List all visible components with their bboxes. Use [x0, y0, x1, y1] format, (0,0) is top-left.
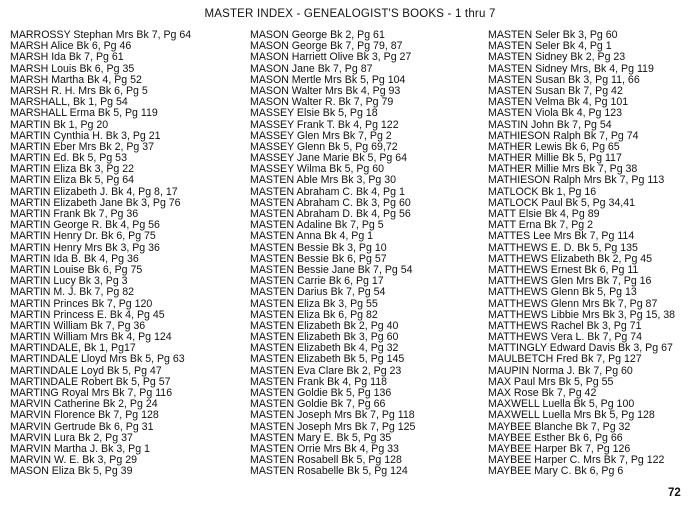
index-entry: MARTIN Ed. Bk 5, Pg 53	[10, 153, 127, 165]
index-entry: MATTHEWS Elizabeth Bk 2, Pg 45	[488, 253, 653, 265]
index-entry: MASTIN John Bk 7, Pg 54	[488, 119, 612, 131]
index-entry: MASON Eliza Bk 5, Pg 39	[10, 466, 133, 478]
index-entry: MASTEN Elizabeth Bk 3, Pg 60	[250, 332, 399, 344]
page-title: MASTER INDEX - GENEALOGIST'S BOOKS - 1 thru 7	[204, 8, 496, 20]
index-entry: MARVIN Lura Bk 2, Pg 37	[10, 432, 133, 444]
index-entry: MATTHEWS E. D. Bk 5, Pg 135	[488, 242, 638, 254]
index-entry: MASTEN Mary E. Bk 5, Pg 35	[250, 432, 392, 444]
index-entry: MARSH Alice Bk 6, Pg 46	[10, 41, 132, 53]
index-entry: MARTIN Eber Mrs Bk 2, Pg 37	[10, 141, 155, 153]
index-entry: MASON Harriett Olive Bk 3, Pg 27	[250, 52, 412, 64]
index-entry: MARTIN Louise Bk 6, Pg 75	[10, 264, 143, 276]
index-entry: MASSEY Glen Mrs Bk 7, Pg 2	[250, 130, 392, 142]
index-entry: MARSH Ida Bk 7, Pg 61	[10, 52, 124, 64]
index-entry: MATTHEWS Glenn Mrs Bk 7, Pg 87	[488, 298, 658, 310]
index-entry: MATTHEWS Rachel Bk 3, Pg 71	[488, 320, 642, 332]
index-entry: MARVIN Florence Bk 7, Pg 128	[10, 410, 159, 422]
index-entry: MATTHEWS Glenn Bk 5, Pg 13	[488, 287, 637, 299]
index-entry: MARVIN Martha J. Bk 3, Pg 1	[10, 443, 150, 455]
index-entry: MASON George Bk 2, Pg 61	[250, 30, 385, 41]
index-entry: MATHER Lewis Bk 6, Pg 65	[488, 141, 620, 153]
index-entry: MAXWELL Luella Bk 5, Pg 100	[488, 399, 635, 411]
index-entry: MASTEN Goldie Bk 7, Pg 66	[250, 399, 386, 411]
index-entry: MARTINDALE Robert Bk 5, Pg 57	[10, 376, 171, 388]
index-entry: MASTEN Anna Bk 4, Pg 1	[250, 231, 374, 243]
index-entry: MATTHEWS Glen Mrs Bk 7, Pg 16	[488, 276, 652, 288]
index-entry: MASTEN Rosabelle Bk 5, Pg 124	[250, 466, 408, 478]
index-entry: MARTIN Eliza Bk 5, Pg 64	[10, 175, 135, 187]
index-entry: MAX Rose Bk 7, Pg 42	[488, 388, 597, 399]
index-entry: MATT Elsie Bk 4, Pg 89	[488, 209, 600, 220]
index-entry: MASTEN Eva Clare Bk 2, Pg 23	[250, 365, 402, 377]
index-entry: MATTHEWS Libbie Mrs Bk 3, Pg 15, 38	[488, 309, 676, 321]
index-entry: MASTEN Abraham C. Bk 3, Pg 60	[250, 197, 411, 209]
index-entry: MASTEN Darius Bk 7, Pg 54	[250, 287, 386, 299]
index-entry: MARTIN Bk 1, Pg 20	[10, 119, 109, 131]
index-entry: MARTIN Elizabeth Jane Bk 3, Pg 76	[10, 197, 181, 209]
index-column-2	[250, 30, 490, 478]
index-entry: MASTEN Velma Bk 4, Pg 101	[488, 97, 629, 109]
index-columns	[0, 30, 700, 478]
index-entry: MAX Paul Mrs Bk 5, Pg 55	[488, 376, 614, 388]
index-entry: MASTEN Susan Bk 7, Pg 42	[488, 85, 623, 97]
index-entry: MASSEY Frank T. Bk 4, Pg 122	[250, 119, 399, 131]
index-entry: MASTEN Susan Bk 3, Pg 11, 66	[488, 74, 640, 86]
index-entry: MARTIN Cynthia H. Bk 3, Pg 21	[10, 130, 161, 142]
index-entry: MASTEN Sidney Mrs, Bk 4, Pg 119	[488, 63, 654, 75]
index-entry: MAYBEE Blanche Bk 7, Pg 32	[488, 421, 631, 433]
index-entry: MAYBEE Harper Bk 7, Pg 126	[488, 443, 631, 455]
index-entry: MATHER Millie Bk 5, Pg 117	[488, 153, 622, 165]
index-entry: MARTINDALE, Bk 1, Pg17	[10, 343, 136, 355]
index-column-3	[488, 30, 700, 478]
index-entry: MATLOCK Paul Bk 5, Pg 34,41	[488, 197, 636, 209]
index-entry: MARTIN Princes Bk 7, Pg 120	[10, 298, 153, 310]
index-entry: MASTEN Seler Bk 4, Pg 1	[488, 41, 612, 53]
index-entry: MASTEN Joseph Mrs Bk 7, Pg 125	[250, 421, 416, 433]
index-entry: MATTES Lee Mrs Bk 7, Pg 114	[488, 231, 635, 243]
index-entry: MASTEN Able Mrs Bk 3, Pg 30	[250, 175, 397, 187]
index-entry: MARTIN William Bk 7, Pg 36	[10, 320, 146, 332]
index-entry: MASSEY Elsie Bk 5, Pg 18	[250, 108, 378, 120]
index-entry: MATT Erna Bk 7, Pg 2	[488, 220, 593, 232]
index-entry: MASTEN Carrie Bk 6, Pg 17	[250, 276, 384, 288]
index-entry: MASTEN Abraham D. Bk 4, Pg 56	[250, 209, 411, 220]
index-entry: MASTEN Sidney Bk 2, Pg 23	[488, 52, 626, 64]
index-entry: MASTEN Elizabeth Bk 4, Pg 32	[250, 343, 399, 355]
index-entry: MARTIN Henry Mrs Bk 3, Pg 36	[10, 242, 160, 254]
index-entry: MAXWELL Luella Mrs Bk 5, Pg 128	[488, 410, 655, 422]
page-number: 72	[668, 487, 681, 499]
index-entry: MATLOCK Bk 1, Pg 16	[488, 186, 597, 198]
index-entry: MARSHALL Erma Bk 5, Pg 119	[10, 108, 158, 120]
index-entry: MAULBETCH Fred Bk 7, Pg 127	[488, 354, 642, 366]
index-entry: MASTEN Eliza Bk 3, Pg 55	[250, 298, 378, 310]
index-entry: MARSHALL, Bk 1, Pg 54	[10, 97, 128, 109]
index-entry: MASTEN Abraham C. Bk 4, Pg 1	[250, 186, 405, 198]
index-entry: MASTEN Adaline Bk 7, Pg 5	[250, 220, 384, 232]
index-entry: MARTIN Eliza Bk 3, Pg 22	[10, 164, 135, 176]
index-entry: MASTEN Bessie Jane Bk 7, Pg 54	[250, 264, 413, 276]
index-entry: MASTEN Elizabeth Bk 2, Pg 40	[250, 320, 399, 332]
index-entry: MARTINDALE Lloyd Mrs Bk 5, Pg 63	[10, 354, 185, 366]
index-entry: MARTIN Princess E. Bk 4, Pg 45	[10, 309, 165, 321]
index-entry: MARVIN Gertrude Bk 6, Pg 31	[10, 421, 154, 433]
index-entry: MARTINDALE Loyd Bk 5, Pg 47	[10, 365, 162, 377]
index-entry: MARVIN W. E. Bk 3, Pg 29	[10, 455, 137, 467]
index-entry: MARSH Martha Bk 4, Pg 52	[10, 74, 142, 86]
index-entry: MASTEN Rosabell Bk 5, Pg 128	[250, 455, 402, 467]
index-entry: MASTEN Frank Bk 4, Pg 118	[250, 376, 387, 388]
index-entry: MASON Walter Mrs Bk 4, Pg 93	[250, 85, 401, 97]
index-entry: MATHER Millie Mrs Bk 7, Pg 38	[488, 164, 638, 176]
index-entry: MARTIN Frank Bk 7, Pg 36	[10, 209, 139, 220]
index-entry: MATTHEWS Vera L. Bk 7, Pg 74	[488, 332, 643, 344]
index-entry: MARSH Louis Bk 6, Pg 35	[10, 63, 135, 75]
index-entry: MASTEN Seler Bk 3, Pg 60	[488, 30, 618, 41]
index-entry: MARTIN Elizabeth J. Bk 4, Pg 8, 17	[10, 186, 178, 198]
index-entry: MASON George Bk 7, Pg 79, 87	[250, 41, 403, 53]
index-entry: MAYBEE Harper C. Mrs Bk 7, Pg 122	[488, 455, 665, 467]
index-entry: MAYBEE Mary C. Bk 6, Pg 6	[488, 466, 624, 478]
index-entry: MASSEY Wilma Bk 5, Pg 60	[250, 164, 385, 176]
index-entry: MARTIN Henry Dr. Bk 6, Pg 75	[10, 231, 156, 243]
index-entry: MATTHEWS Ernest Bk 6, Pg 11	[488, 264, 639, 276]
index-entry: MARROSSY Stephan Mrs Bk 7, Pg 64	[10, 30, 192, 41]
index-entry: MASTEN Viola Bk 4, Pg 123	[488, 108, 623, 120]
index-entry: MARTIN George R. Bk 4, Pg 56	[10, 220, 160, 232]
index-entry: MARTING Royal Mrs Bk 7, Pg 116	[10, 388, 173, 399]
index-entry: MASON Mertle Mrs Bk 5, Pg 104	[250, 74, 406, 86]
index-entry: MASSEY Glenn Bk 5, Pg 69,72	[250, 141, 398, 153]
index-entry: MARVIN Catherine Bk 2, Pg 24	[10, 399, 158, 411]
index-entry: MASTEN Elizabeth Bk 5, Pg 145	[250, 354, 405, 366]
index-entry: MASON Walter R. Bk 7, Pg 79	[250, 97, 394, 109]
index-entry: MATHIESON Ralph Bk 7, Pg 74	[488, 130, 639, 142]
index-entry: MASTEN Orrie Mrs Bk 4, Pg 33	[250, 443, 399, 455]
index-entry: MARTIN William Mrs Bk 4, Pg 124	[10, 332, 172, 344]
index-entry: MARTIN Ida B. Bk 4, Pg 36	[10, 253, 139, 265]
index-entry: MASTEN Bessie Bk 3, Pg 10	[250, 242, 387, 254]
index-entry: MAUPIN Norma J. Bk 7, Pg 60	[488, 365, 633, 377]
index-entry: MASON Jane Bk 7, Pg 87	[250, 63, 373, 75]
index-entry: MARTIN Lucy Bk 3, Pg 3	[10, 276, 128, 288]
index-entry: MATTINGLY Edward Davis Bk 3, Pg 67	[488, 343, 673, 355]
index-entry: MAYBEE Esther Bk 6, Pg 66	[488, 432, 623, 444]
index-entry: MASTEN Goldie Bk 5, Pg 136	[250, 388, 392, 399]
index-entry: MASTEN Eliza Bk 6, Pg 82	[250, 309, 378, 321]
index-entry: MATHIESON Ralph Mrs Bk 7, Pg 113	[488, 175, 665, 187]
index-entry: MASTEN Joseph Mrs Bk 7, Pg 118	[250, 410, 415, 422]
index-entry: MASSEY Jane Marie Bk 5, Pg 64	[250, 153, 408, 165]
index-entry: MARSH R. H. Mrs Bk 6, Pg 5	[10, 85, 148, 97]
index-column-1	[10, 30, 250, 478]
index-entry: MARTIN M. J. Bk 7, Pg 82	[10, 287, 135, 299]
index-entry: MASTEN Bessie Bk 6, Pg 57	[250, 253, 387, 265]
